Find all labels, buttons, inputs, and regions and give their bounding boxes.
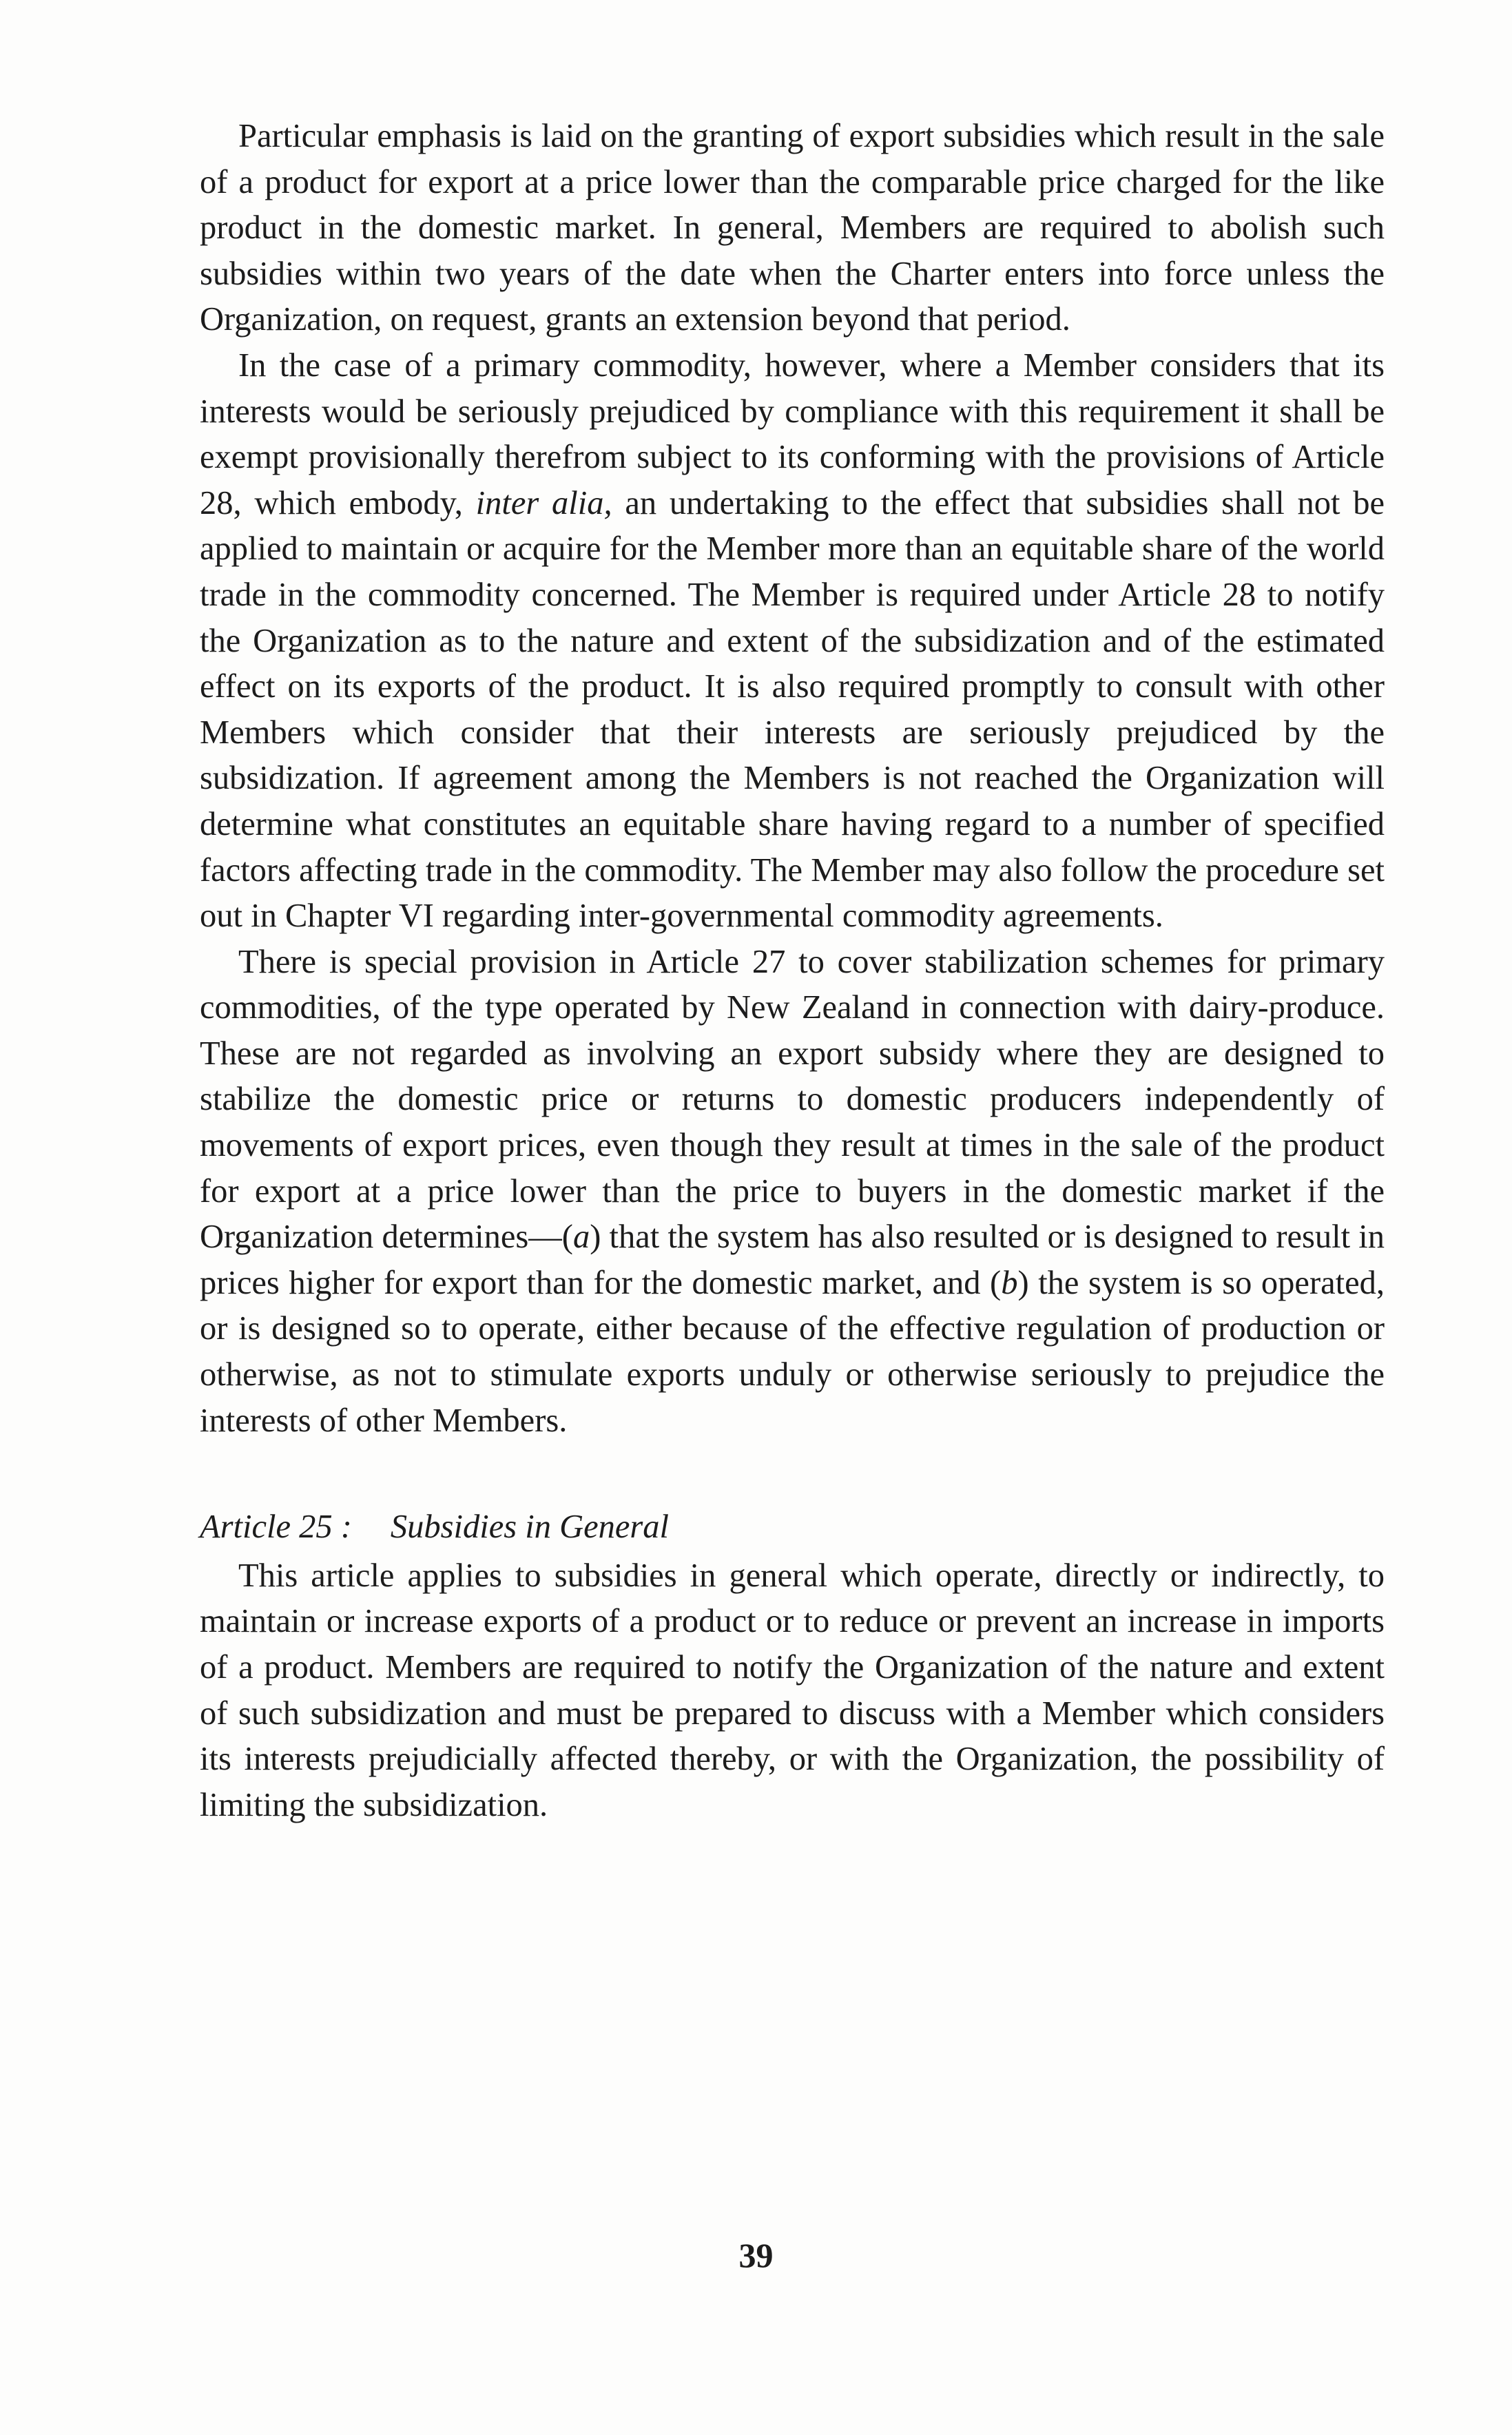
list-marker-b: b bbox=[1001, 1264, 1018, 1301]
list-marker-a: a bbox=[572, 1219, 590, 1256]
section-heading-article: Article 25 : bbox=[200, 1509, 352, 1546]
page-number: 39 bbox=[738, 2236, 774, 2275]
paragraph-primary-commodity bbox=[200, 343, 1385, 940]
paragraph-stabilization-schemes bbox=[200, 940, 1385, 1444]
paragraph-subsidies-in-general: This article applies to subsidies in general which operate, directly or indirectly, to maintain or increase exports of a product or to reduce or prevent an increase in imports of a product. Members are required to notify the Organization of the nature and extent of such subsidization and must be prepared to discuss with a Member which considers its interests prejudicially affected thereby, or with the Organization, the possibility of limiting the subsidization. bbox=[200, 1557, 1385, 1823]
latin-phrase-inter-alia: inter alia, bbox=[475, 484, 612, 521]
section-heading-article-25 bbox=[200, 1504, 1385, 1551]
primary-commodity-text-start: In the case of a primary commodity, however, where a Member considers that its interests would be seriously prejudiced by compliance with this requirement it shall be exempt provisionally therefrom subject to its conforming with the provisions of Article 28, which embody, bbox=[200, 346, 1385, 521]
stabilization-text-part-3: ) the system is so operated, or is designed so to operate, either because of the effective regulation of production or otherwise, as not to stimulate exports unduly or otherwise seriously to prejudice the interests of other Members. bbox=[200, 1264, 1385, 1439]
primary-commodity-text-end: an undertaking to the effect that subsidies shall not be applied to maintain or acquire for the Member more than an equitable share of the world trade in the commodity concerned. The Member is required under Article 28 to notify the Organization as to the nature and extent of the subsidization and of the estimated effect on its exports of the product. It is also required promptly to consult with other Members which consider that their interests are seriously prejudiced by the subsidization. If agreement among the Members is not reached the Organization will determine what constitutes an equitable share having regard to a number of specified factors affecting trade in the commodity. The Member may also follow the procedure set out in Chapter VI regarding inter-governmental commodity agreements. bbox=[200, 484, 1385, 935]
stabilization-text-part-2: ) that the system has also resulted or is designed to result in prices higher for export than for the domestic market, and ( bbox=[200, 1219, 1385, 1301]
section-heading-title: Subsidies in General bbox=[390, 1509, 670, 1546]
stabilization-text-part-1: There is special provision in Article 27 to cover stabilization schemes for primary commodities, of the type operated by New Zealand in connection with dairy-produce. These are not regarded as involving an export subsidy where they are designed to stabilize the domestic price or returns to domestic producers independently of movements of export prices, even though they result at times in the sale of the product for export at a price lower than the price to buyers in the domestic market if the Organization determines—( bbox=[200, 943, 1385, 1256]
paragraph-export-subsidies: Particular emphasis is laid on the granting of export subsidies which result in the sale of a product for export at a price lower than the comparable price charged for the like product in the domestic market. In general, Members are required to abolish such subsidies within two years of the date when the Charter enters into force unless the Organization, on request, grants an extension beyond that period. bbox=[200, 118, 1385, 338]
body-text bbox=[200, 114, 1385, 1828]
